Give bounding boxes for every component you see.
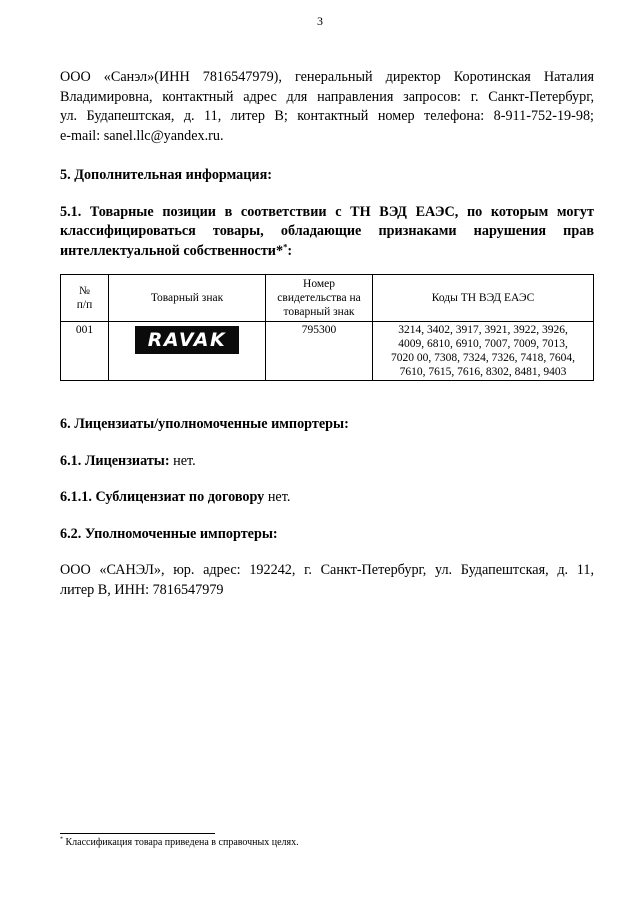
intro-line-2: Владимировна, контактный адрес для направления запросов: г. Санкт-Петербург,	[60, 88, 594, 105]
section-5-1-line-1: 5.1. Товарные позиции в соответствии с ТН ВЭД ЕАЭС, по которым могут	[60, 203, 594, 220]
header-num-line-1: №	[79, 285, 90, 297]
intro-line-4: e-mail: sanel.llc@yandex.ru.	[60, 127, 224, 144]
section-6-1-1	[60, 488, 594, 508]
footnote-ref: *	[283, 240, 288, 251]
section-5-1-line-3	[60, 242, 594, 262]
footnote-divider	[60, 833, 215, 834]
table-row	[61, 322, 594, 381]
table-header-row	[61, 275, 594, 322]
header-certificate-line-2: свидетельства на	[277, 292, 361, 304]
footnote	[60, 837, 299, 849]
header-certificate-line-1: Номер	[303, 278, 335, 290]
document-body	[60, 68, 594, 600]
codes-line-3: 7020 00, 7308, 7324, 7326, 7418, 7604,	[391, 352, 575, 364]
header-num	[61, 275, 109, 322]
section-6-1-label: 6.1. Лицензиаты:	[60, 452, 170, 469]
section-5-1-line-2: классифицироваться товары, обладающие признаками нарушения прав	[60, 223, 594, 239]
page-number: 3	[317, 14, 323, 28]
header-codes: Коды ТН ВЭД ЕАЭС	[373, 275, 594, 322]
ravak-logo	[135, 326, 239, 354]
row-certificate: 795300	[266, 322, 373, 381]
section-6-2-heading: 6.2. Уполномоченные импортеры:	[60, 525, 278, 542]
importer-line-2: литер В, ИНН: 7816547979	[60, 581, 224, 598]
row-num: 001	[61, 322, 109, 381]
footnote-mark: *	[60, 836, 63, 843]
row-trademark	[109, 322, 266, 381]
section-6-1	[60, 452, 594, 472]
intro-paragraph	[60, 68, 594, 146]
importer-paragraph	[60, 561, 594, 600]
codes-line-2: 4009, 6810, 6910, 7007, 7009, 7013,	[398, 338, 568, 350]
section-6-1-value: нет.	[169, 452, 196, 469]
codes-line-1: 3214, 3402, 3917, 3921, 3922, 3926,	[398, 324, 568, 336]
codes-line-4: 7610, 7615, 7616, 8302, 8481, 9403	[399, 366, 567, 378]
section-6-1-1-label: 6.1.1. Сублицензиат по договору	[60, 489, 265, 505]
header-certificate-line-3: товарный знак	[283, 306, 355, 318]
section-6-heading: 6. Лицензиаты/уполномоченные импортеры:	[60, 416, 349, 432]
section-5-heading: 5. Дополнительная информация:	[60, 167, 272, 183]
ravak-logo-text: RAVAK	[147, 329, 227, 351]
section-6-1-1-value: нет.	[264, 489, 291, 505]
footnote-text: Классификация товара приведена в справочных целях.	[63, 837, 299, 848]
section-5-1-line-3-text: интеллектуальной собственности*	[60, 242, 284, 259]
intro-line-3: ул. Будапештская, д. 11, литер В; контактный номер телефона: 8-911-752-19-98;	[60, 108, 594, 124]
row-codes	[373, 322, 594, 381]
trademark-table	[60, 274, 594, 381]
header-certificate	[266, 275, 373, 322]
section-5-1-colon: :	[287, 242, 293, 259]
section-5-1-heading	[60, 203, 594, 262]
importer-line-1: ООО «САНЭЛ», юр. адрес: 192242, г. Санкт-Петербург, ул. Будапештская, д. 11,	[60, 562, 594, 578]
header-num-line-2: п/п	[76, 299, 93, 311]
header-trademark: Товарный знак	[109, 275, 266, 322]
intro-line-1: ООО «Санэл»(ИНН 7816547979), генеральный директор Коротинская Наталия	[60, 69, 594, 85]
